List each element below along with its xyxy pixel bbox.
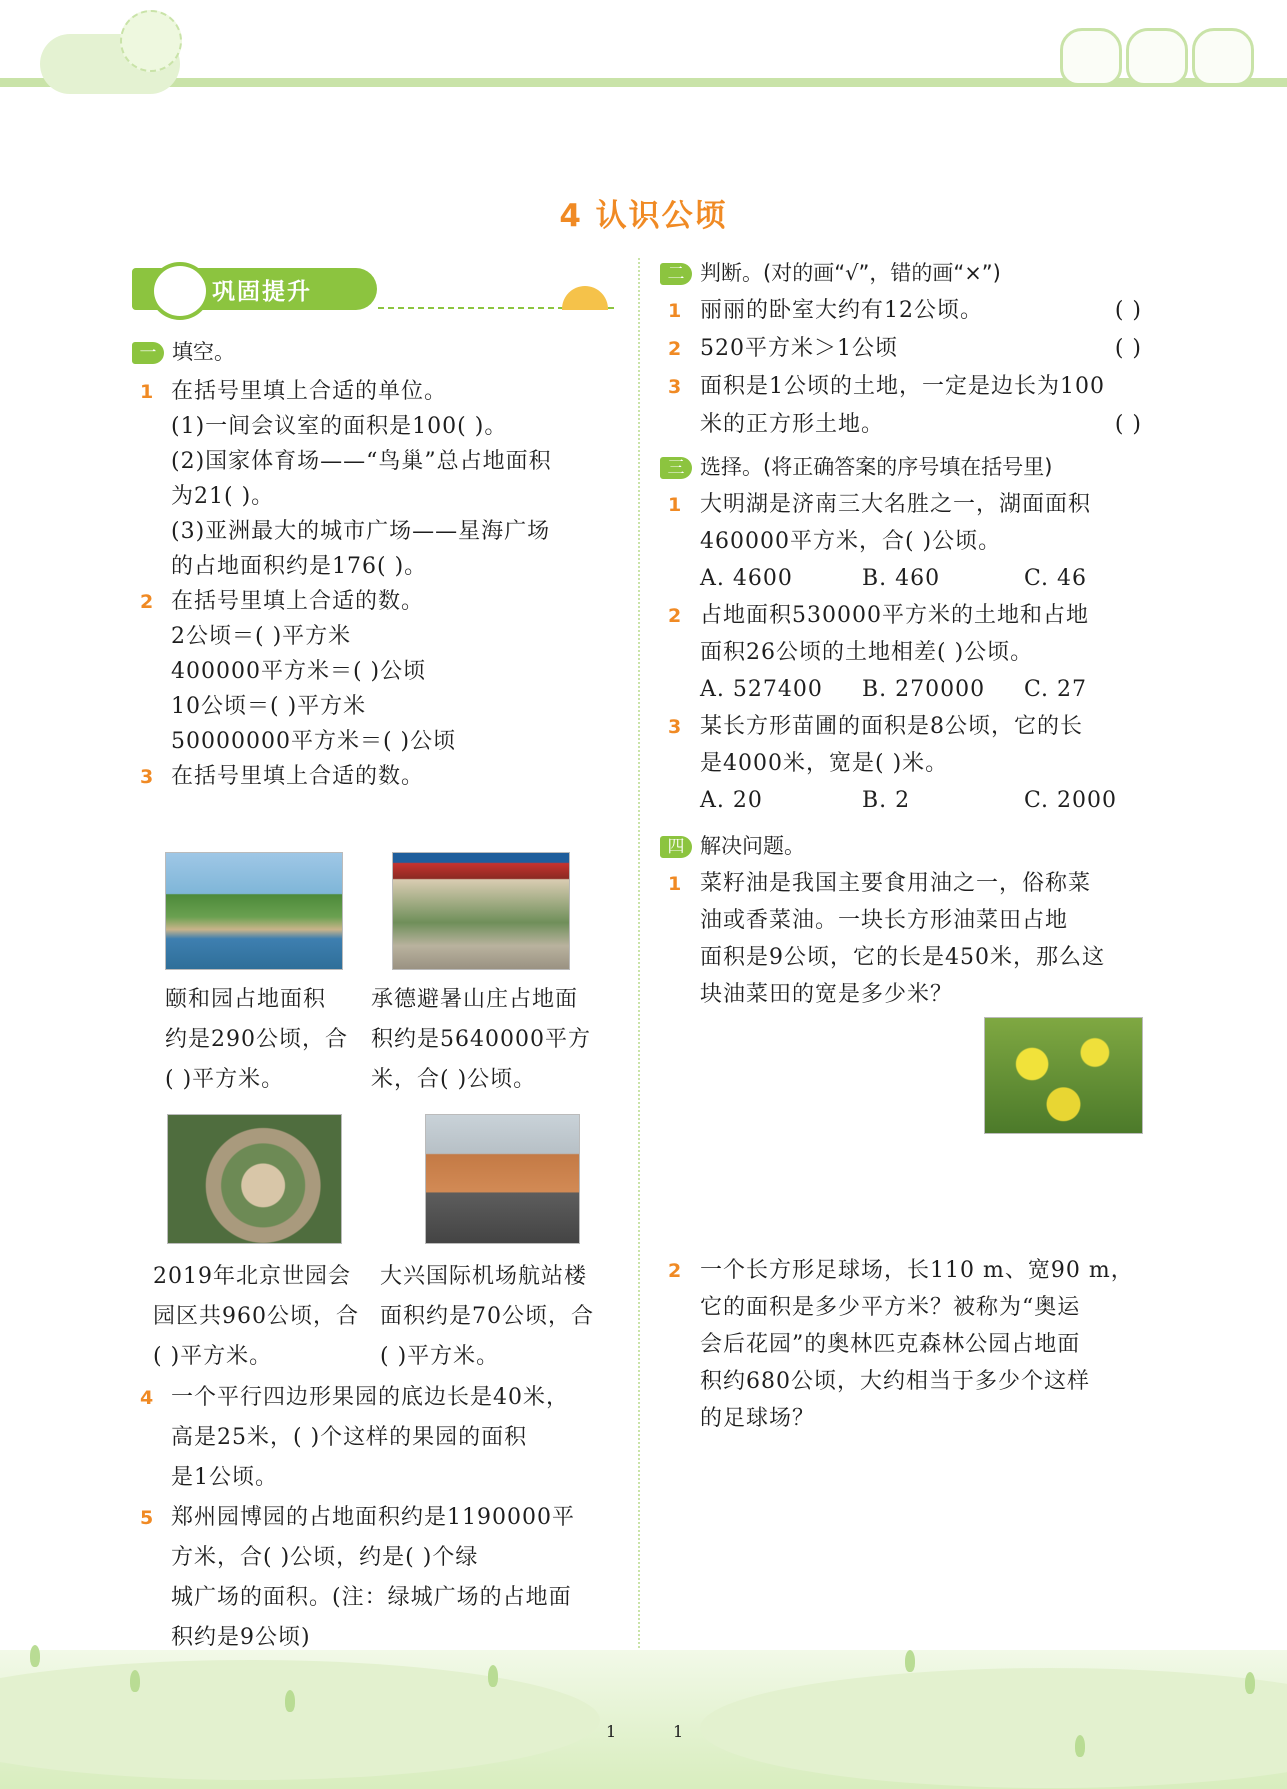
text-line: [668, 368, 1142, 406]
line-text: 丽丽的卧室大约有12公顷。: [700, 298, 983, 323]
judge-questions: [668, 292, 1142, 444]
line-text: 460000平方米，合( )公顷。: [700, 529, 1002, 554]
chengde-resort-photo: [392, 852, 570, 970]
line-text: 油或香菜油。一块长方形油菜田占地: [700, 908, 1069, 933]
answer-paren[interactable]: ( ): [1114, 336, 1142, 361]
text-line: [668, 1252, 1134, 1289]
choice-option[interactable]: C. 27: [1024, 677, 1088, 702]
line-text: 在括号里填上合适的单位。: [171, 379, 448, 404]
text-line: [668, 486, 1186, 523]
question-number: 2: [140, 591, 155, 613]
line-text: 郑州园博园的占地面积约是1190000平: [171, 1505, 575, 1530]
caption-line: 承德避暑山庄占地面: [371, 987, 579, 1012]
section-heading-choice: [660, 451, 1052, 481]
question-number: 4: [140, 1387, 155, 1409]
question-number: 1: [668, 873, 683, 895]
caption-summer-palace: [165, 980, 348, 1100]
fill-questions-2: [140, 1378, 575, 1658]
choice-option[interactable]: A. 527400: [700, 677, 823, 702]
section-heading-judge: [660, 257, 1001, 287]
caption-line: ( )平方米。: [165, 1067, 285, 1092]
question-number: 2: [668, 605, 683, 627]
caption-line: 2019年北京世园会: [153, 1264, 351, 1289]
question-number: 1: [668, 494, 683, 516]
rapeseed-field-photo: [984, 1017, 1143, 1134]
text-line: [140, 409, 552, 444]
choice-option[interactable]: A. 4600: [700, 566, 793, 591]
tree-icon: [488, 1665, 498, 1687]
caption-expo: [153, 1257, 359, 1377]
line-text: 积约是9公顷): [171, 1625, 311, 1650]
line-text: 的占地面积约是176( )。: [171, 554, 428, 579]
problem-2: [668, 1252, 1134, 1437]
caption-line: 米，合( )公顷。: [371, 1067, 537, 1092]
line-text: 400000平方米＝( )公顷: [171, 659, 427, 684]
question-number: 5: [140, 1507, 155, 1529]
line-text: (3)亚洲最大的城市广场——星海广场: [171, 519, 551, 544]
page-title: 4 认识公顷: [559, 198, 728, 234]
line-text: 是1公顷。: [171, 1465, 278, 1490]
text-line: [668, 597, 1186, 634]
section-heading-fill: [132, 336, 235, 366]
choice-options: [668, 671, 1186, 708]
text-line: [140, 619, 552, 654]
line-text: 是4000米，宽是( )米。: [700, 751, 949, 776]
caption-line: 约是290公顷，合: [165, 1027, 348, 1052]
line-text: 某长方形苗圃的面积是8公顷，它的长: [700, 714, 1083, 739]
text-line: [668, 1363, 1134, 1400]
text-line: [140, 759, 552, 794]
choice-options: [668, 560, 1186, 597]
text-line: [140, 549, 552, 584]
line-text: 块油菜田的宽是多少米？: [700, 982, 954, 1007]
text-line: [140, 479, 552, 514]
text-line: [668, 708, 1186, 745]
choice-option[interactable]: C. 2000: [1024, 788, 1118, 813]
line-text: 城广场的面积。(注：绿城广场的占地面: [171, 1585, 572, 1610]
tree-icon: [285, 1690, 295, 1712]
question-number: 1: [140, 381, 155, 403]
section-title: 选择。(将正确答案的序号填在括号里): [700, 455, 1053, 479]
choice-questions: [668, 486, 1186, 819]
line-text: 会后花园”的奥林匹克森林公园占地面: [700, 1332, 1081, 1357]
caption-line: 面积约是70公顷，合: [380, 1304, 594, 1329]
section-badge: 二: [660, 263, 692, 285]
question-number: 3: [668, 376, 683, 398]
whale-icon: [150, 262, 210, 320]
line-text: 面积是1公顷的土地，一定是边长为100: [700, 374, 1105, 399]
tree-icon: [905, 1650, 915, 1672]
question-number: 1: [668, 300, 683, 322]
cat-mascot-icon: [1060, 28, 1122, 86]
choice-options: [668, 782, 1186, 819]
choice-option[interactable]: B. 460: [862, 566, 941, 591]
section-title: 判断。(对的画“√”，错的画“×”): [700, 261, 1001, 285]
text-line: [140, 654, 552, 689]
text-line: [668, 1289, 1134, 1326]
line-text: 一个长方形足球场，长110 m、宽90 m，: [700, 1258, 1134, 1283]
choice-option[interactable]: B. 270000: [862, 677, 986, 702]
daxing-airport-photo: [425, 1114, 580, 1244]
line-text: 在括号里填上合适的数。: [171, 764, 425, 789]
summer-palace-photo: [165, 852, 343, 970]
line-text: 面积是9公顷，它的长是450米，那么这: [700, 945, 1105, 970]
section-title: 解决问题。: [700, 834, 805, 858]
section-badge: 四: [660, 836, 692, 858]
problem-1: [668, 865, 1105, 1013]
line-text: 的足球场？: [700, 1406, 816, 1431]
text-line: [140, 724, 552, 759]
sunset-icon: [562, 286, 608, 310]
banner-label: 巩固提升: [212, 279, 312, 305]
text-line: [140, 374, 552, 409]
line-text: 在括号里填上合适的数。: [171, 589, 425, 614]
section-badge: 三: [660, 457, 692, 479]
text-line: [140, 584, 552, 619]
section-title: 填空。: [172, 340, 235, 364]
line-text: 它的面积是多少平方米？被称为“奥运: [700, 1295, 1081, 1320]
line-text: 高是25米，( )个这样的果园的面积: [171, 1425, 528, 1450]
line-text: 50000000平方米＝( )公顷: [171, 729, 457, 754]
pig-mascot-icon: [1192, 28, 1254, 86]
section-heading-solve: [660, 830, 805, 860]
choice-option[interactable]: C. 46: [1024, 566, 1088, 591]
tree-icon: [1245, 1672, 1255, 1694]
line-text: (1)一间会议室的面积是100( )。: [171, 414, 508, 439]
text-line: [668, 1400, 1134, 1437]
text-line: [668, 330, 1142, 368]
text-line: [140, 1418, 575, 1458]
text-line: [668, 406, 1142, 444]
line-text: 积约680公顷，大约相当于多少个这样: [700, 1369, 1090, 1394]
text-line: [140, 1578, 575, 1618]
question-number: 3: [668, 716, 683, 738]
line-text: 10公顷＝( )平方米: [171, 694, 367, 719]
answer-paren[interactable]: ( ): [1114, 412, 1142, 437]
caption-line: ( )平方米。: [153, 1344, 273, 1369]
text-line: [668, 634, 1186, 671]
caption-line: 颐和园占地面积: [165, 987, 327, 1012]
text-line: [668, 745, 1186, 782]
line-text: 大明湖是济南三大名胜之一，湖面面积: [700, 492, 1092, 517]
text-line: [140, 1458, 575, 1498]
text-line: [668, 976, 1105, 1013]
choice-option[interactable]: B. 2: [862, 788, 911, 813]
text-line: [668, 865, 1105, 902]
line-text: 520平方米＞1公顷: [700, 336, 898, 361]
choice-option[interactable]: A. 20: [700, 788, 763, 813]
tree-icon: [1075, 1735, 1085, 1757]
text-line: [668, 292, 1142, 330]
line-text: 2公顷＝( )平方米: [171, 624, 352, 649]
line-text: 米的正方形土地。: [700, 412, 885, 437]
tree-icon: [130, 1670, 140, 1692]
text-line: [140, 1538, 575, 1578]
caption-line: 园区共960公顷，合: [153, 1304, 359, 1329]
expo-park-photo: [167, 1114, 342, 1244]
question-number: 2: [668, 1260, 683, 1282]
column-divider: [638, 258, 640, 1648]
line-text: (2)国家体育场——“鸟巢”总占地面积: [171, 449, 552, 474]
fill-questions: [140, 374, 552, 794]
line-text: 一个平行四边形果园的底边长是40米，: [171, 1385, 569, 1410]
line-text: 菜籽油是我国主要食用油之一，俗称菜: [700, 871, 1092, 896]
caption-line: 积约是5640000平方: [371, 1027, 591, 1052]
caption-line: 大兴国际机场航站楼: [380, 1264, 588, 1289]
line-text: 为21( )。: [171, 484, 275, 509]
text-line: [140, 1378, 575, 1418]
page-number-left: 1: [606, 1722, 617, 1741]
line-text: 方米，合( )公顷，约是( )个绿: [171, 1545, 479, 1570]
text-line: [140, 689, 552, 724]
text-line: [140, 1498, 575, 1538]
text-line: [668, 1326, 1134, 1363]
section-badge: 一: [132, 342, 164, 364]
text-line: [668, 902, 1105, 939]
line-text: 占地面积530000平方米的土地和占地: [700, 603, 1089, 628]
caption-chengde: [371, 980, 591, 1100]
sun-icon: [120, 10, 182, 72]
question-number: 2: [668, 338, 683, 360]
text-line: [668, 523, 1186, 560]
answer-paren[interactable]: ( ): [1114, 298, 1142, 323]
caption-airport: [380, 1257, 594, 1377]
caption-line: ( )平方米。: [380, 1344, 500, 1369]
page-number-right: 1: [673, 1722, 684, 1741]
text-line: [140, 444, 552, 479]
text-line: [668, 939, 1105, 976]
line-text: 面积26公顷的土地相差( )公顷。: [700, 640, 1034, 665]
question-number: 3: [140, 766, 155, 788]
text-line: [140, 514, 552, 549]
bear-mascot-icon: [1126, 28, 1188, 86]
tree-icon: [30, 1645, 40, 1667]
